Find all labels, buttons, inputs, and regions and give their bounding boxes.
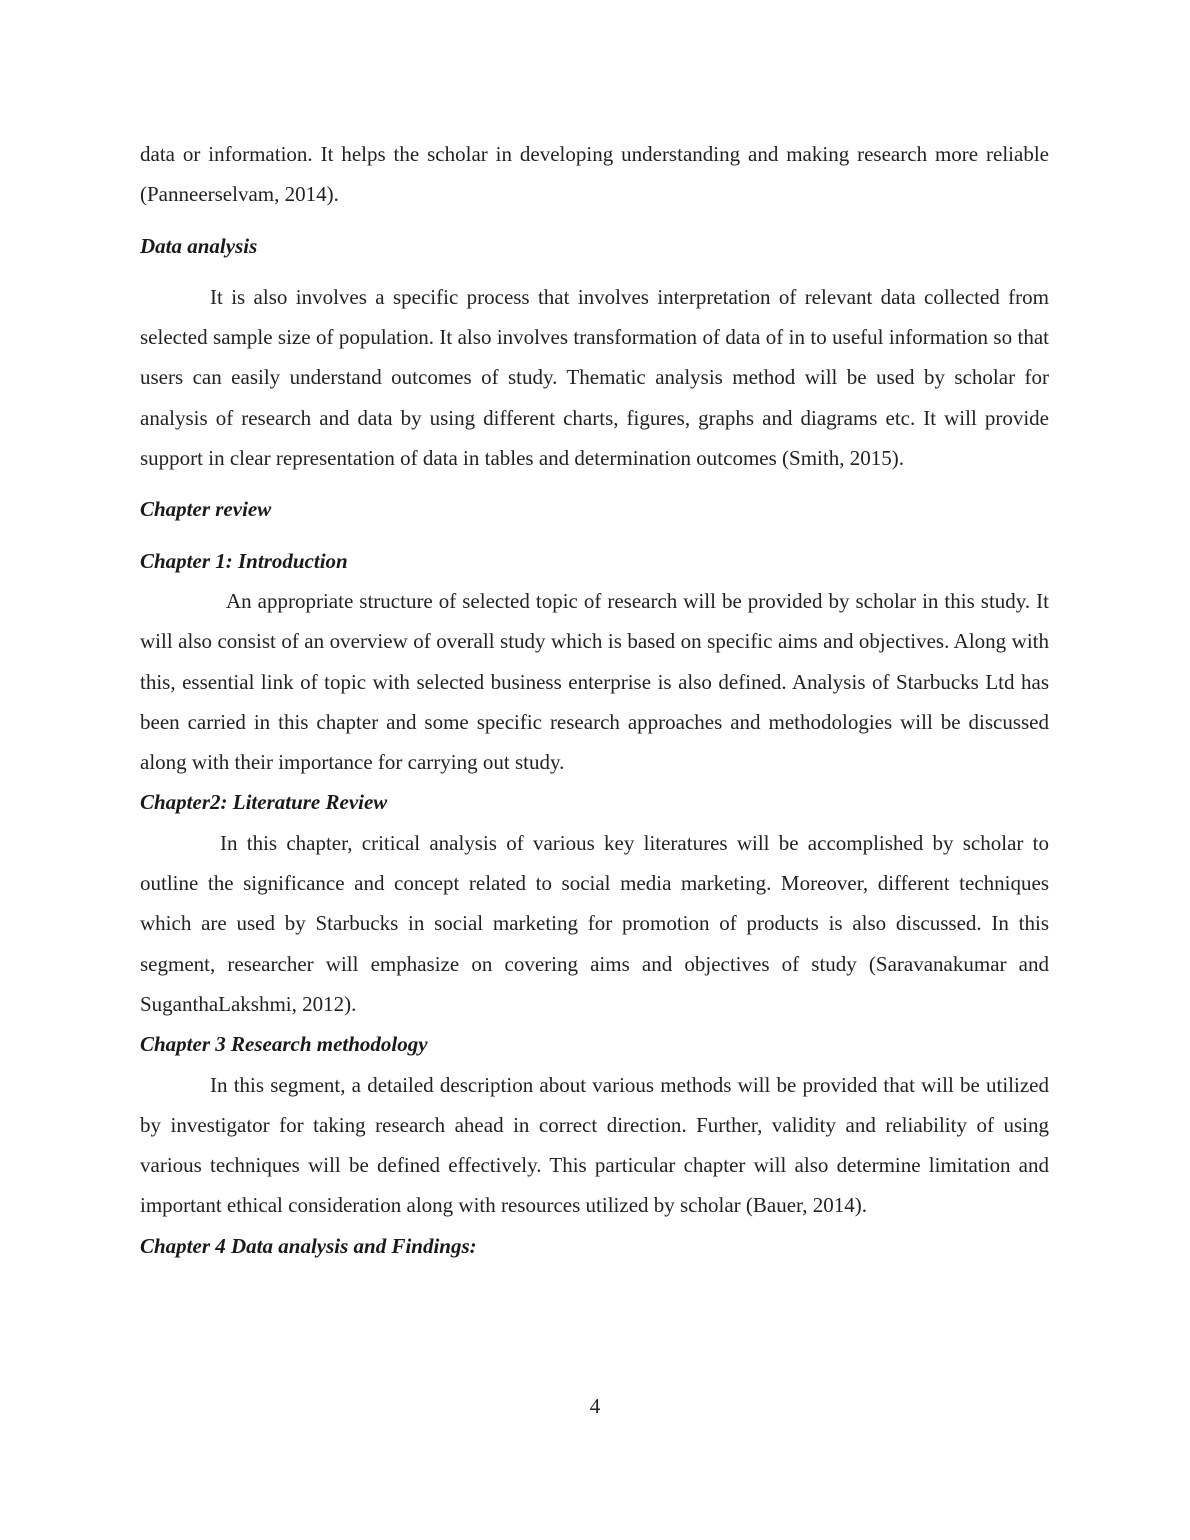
paragraph-chapter-2: In this chapter, critical analysis of various key literatures will be accomplished by scholar to outline the significance and concept related to social media marketing. Moreover, different techniques which are used by Starbucks in social marketing for promotion of products is also discussed. In this segment, researcher will emphasize on covering aims and objectives of study (Saravanakumar and SuganthaLakshmi, 2012). <box>140 830 1049 1016</box>
heading-chapter-1: Chapter 1: Introduction <box>140 548 348 573</box>
paragraph-chapter-1: An appropriate structure of selected topic of research will be provided by scholar in this study. It will also consist of an overview of overall study which is based on specific aims and objectives. Along with this, essential link of topic with selected business enterprise is also defined. Analysis of Starbucks Ltd has been carried in this chapter and some specific research approaches and methodologies will be discussed along with their importance for carrying out study. <box>140 588 1049 775</box>
heading-chapter-3: Chapter 3 Research methodology <box>140 1032 428 1057</box>
heading-chapter-2: Chapter2: Literature Review <box>140 790 388 815</box>
heading-chapter-review: Chapter review <box>140 497 272 522</box>
paragraph-data-analysis: It is also involves a specific process that involves interpretation of relevant data collected from selected sample size of population. It also involves transformation of data of in to useful information so that users can easily understand outcomes of study. Thematic analysis method will be used by scholar for analysis of research and data by using different charts, figures, graphs and diagrams etc. It will provide support in clear representation of data in tables and determination outcomes (Smith, 2015). <box>140 284 1049 471</box>
heading-data-analysis: Data analysis <box>140 233 258 258</box>
intro-paragraph: data or information. It helps the scholar in developing understanding and making research more reliable (Panneerselvam, 2014). <box>140 142 1049 207</box>
page-body <box>140 134 1049 1266</box>
page-number: 4 <box>589 1394 601 1418</box>
paragraph-chapter-3: In this segment, a detailed description about various methods will be provided that will be utilized by investigator for taking research ahead in correct direction. Further, validity and reliability of using various techniques will be defined effectively. This particular chapter will also determine limitation and important ethical consideration along with resources utilized by scholar (Bauer, 2014). <box>140 1072 1049 1218</box>
heading-chapter-4: Chapter 4 Data analysis and Findings: <box>140 1233 477 1258</box>
